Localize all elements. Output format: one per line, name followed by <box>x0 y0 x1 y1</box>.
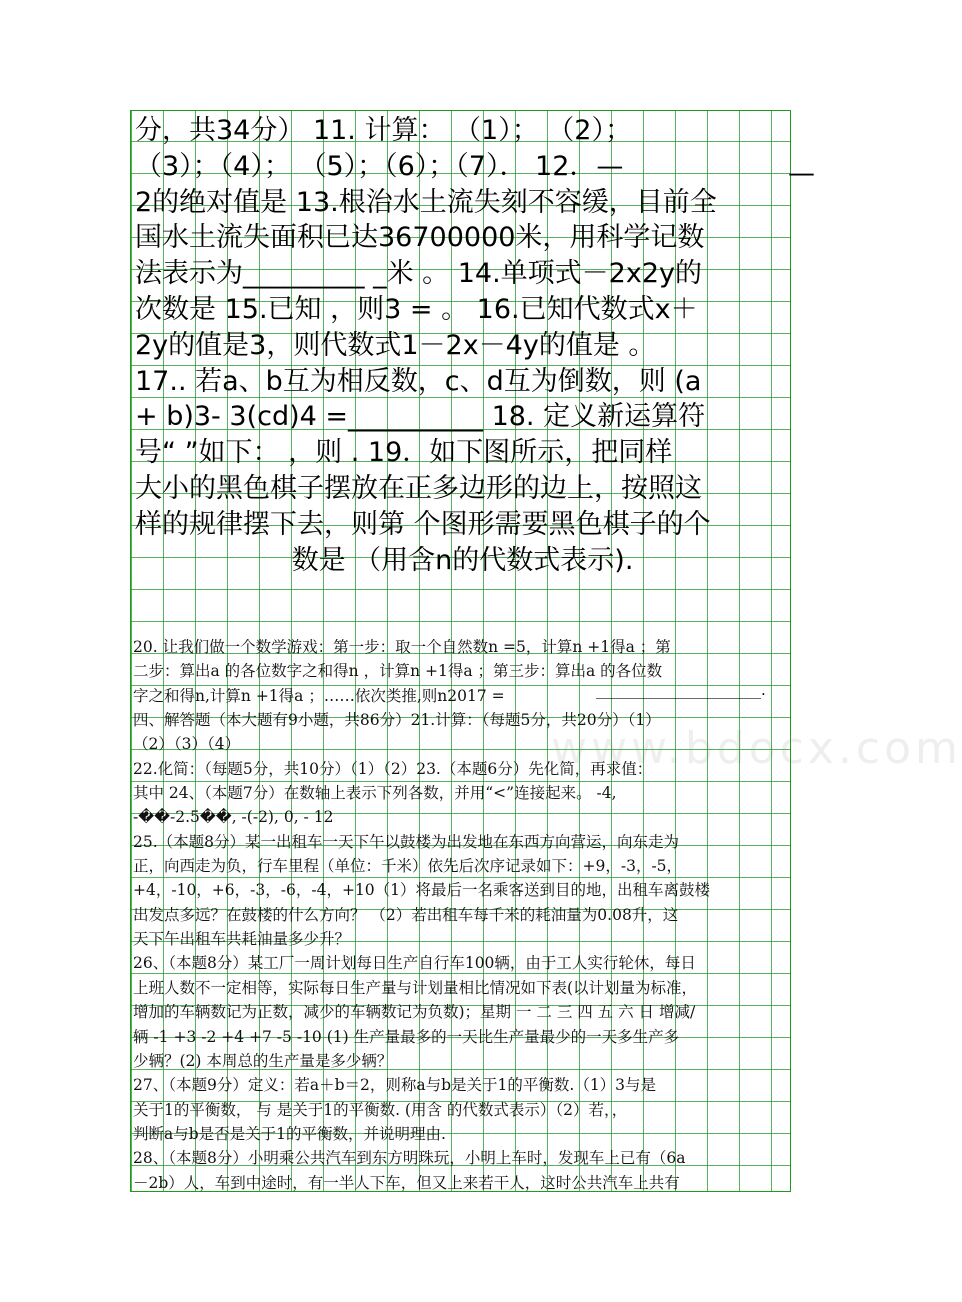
text-line: +4，-10，+6，-3，-6，-4，+10（1）将最后一名乘客送到目的地，出租车离鼓楼 <box>133 881 711 900</box>
text-line: 字之和得n,计算n +1得a ；……依次类推,则n2017 = <box>133 686 505 705</box>
text-line: 号“ ”如下： ，则 . 19．如下图所示，把同样 <box>135 437 673 469</box>
text-line: 27、（本题9分）定义：若a＋b＝2，则称a与b是关于1的平衡数.（1）3与是 <box>133 1076 657 1095</box>
text-line: 26、（本题8分）某工厂一周计划每日生产自行车100辆，由于工人实行轮休，每日 <box>133 954 696 973</box>
text-line: （3）；（4）； （5）；（6）；（7）． 12．— <box>135 150 624 182</box>
text-line: －2b）人，车到中途时，有一半人下车，但又上来若干人，这时公共汽车上共有 <box>133 1173 680 1192</box>
text-line: 25.（本题8分）某一出租车一天下午以鼓楼为出发地在东西方向营运，向东走为 <box>133 832 680 851</box>
text-line: 少辆？(2) 本周总的生产量是多少辆？ <box>133 1051 393 1070</box>
text-line: 四、解答题（本大题有9小题，共86分）21.计算：（每题5分，共20分）（1） <box>133 711 661 730</box>
text-line: 28、（本题8分）小明乘公共汽车到东方明珠玩，小明上车时，发现车上已有（6a <box>133 1149 686 1168</box>
text-line: 样的规律摆下去，则第 个图形需要黑色棋子的个 <box>135 508 711 540</box>
text-line: 22.化简：（每题5分，共10分）（1）（2）23.（本题6分）先化简，再求值： <box>133 759 653 778</box>
overflow-dash: — <box>788 158 815 189</box>
text-line: 上班人数不一定相等，实际每日生产量与计划量相比情况如下表(以计划量为标准， <box>133 978 698 997</box>
text-line: 20. 让我们做一个数学游戏：第一步：取一个自然数n =5，计算n +1得a ；第 <box>133 638 671 656</box>
text-line: 增加的车辆数记为正数，减少的车辆数记为负数)；星期 一 二 三 四 五 六 日 增减/ <box>133 1003 696 1022</box>
text-line: -��-2.5��, -(-2), 0, - 12 <box>133 808 334 827</box>
text-line: + b)3- 3(cd)4 =__________ 18. 定义新运算符 <box>135 401 706 433</box>
text-line: 2y的值是3，则代数式1－2x－4y的值是 。 <box>135 329 656 361</box>
small-text-block <box>131 635 790 1195</box>
text-line: 大小的黑色棋子摆放在正多边形的边上，按照这 <box>135 472 702 504</box>
text-line: 17.. 若a、b互为相反数，c、d互为倒数，则 (a <box>135 365 702 397</box>
text-line: 二步：算出a 的各位数字之和得n ，计算n +1得a ；第三步：算出a 的各位数 <box>133 662 663 681</box>
answer-blank-underline: ______________________. <box>596 681 766 699</box>
text-line: 辆 -1 +3 -2 +4 +7 -5 -10 (1) 生产量最多的一天比生产量最少的一天多生产多 <box>133 1027 680 1046</box>
text-line: 其中 24、（本题7分）在数轴上表示下列各数，并用“<”连接起来。 -4, <box>133 784 617 803</box>
text-line: 国水土流失面积已达36700000米，用科学记数 <box>135 222 705 254</box>
text-line: 关于1的平衡数， 与 是关于1的平衡数. (用含 的代数式表示）（2）若，， <box>133 1100 628 1119</box>
document-page <box>130 110 962 1192</box>
text-line: 2的绝对值是 13.根治水土流失刻不容缓，目前全 <box>135 186 717 218</box>
text-line: 出发点多远？在鼓楼的什么方向？ （2）若出租车每千米的耗油量为0.08升，这 <box>133 905 679 924</box>
text-line: 判断a与b是否是关于1的平衡数，并说明理由. <box>133 1124 446 1143</box>
text-line: 正，向西走为负，行车里程（单位：千米）依先后次序记录如下：+9，-3，-5， <box>133 857 683 876</box>
text-line: （2）（3）（4） <box>133 735 241 754</box>
text-line: 天下午出租车共耗油量多少升？ <box>133 930 351 949</box>
text-line: 分，共34分） 11. 计算： （1）； （2）； <box>135 115 632 146</box>
large-text-block <box>131 113 790 578</box>
text-line: 法表示为_________ _米 。 14.单项式－2x2y的 <box>135 258 702 290</box>
text-line: 次数是 15.已知 ，则3 = 。 16.已知代数式x＋ <box>135 293 698 325</box>
watermark: www.bdocx.com <box>551 723 962 774</box>
text-line: 数是 （用含n的代数式表示). <box>291 544 634 576</box>
